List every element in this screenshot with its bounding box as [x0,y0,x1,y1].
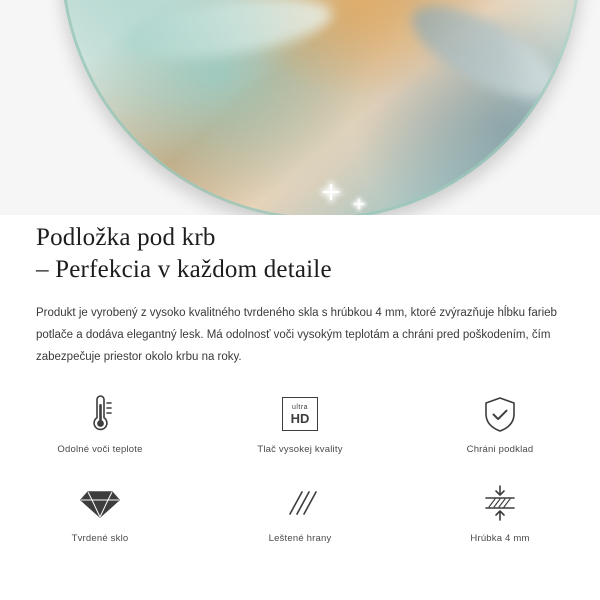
thermometer-icon [80,392,120,436]
feature-label: Leštené hrany [268,533,332,544]
headline-line-1: Podložka pod krb [36,224,216,251]
shield-check-icon [481,392,519,436]
polished-edges-icon [278,481,322,525]
feature-label: Tvrdené sklo [71,533,129,544]
product-description: Produkt je vyrobený z vysoko kvalitného tvrdeného skla s hrúbkou 4 mm, ktoré zvýrazňuje hĺbku farieb potlače a dodáva elegantný lesk. Má odolnosť voči vysokým teplotám a chráni pred poškodením, čím zabezpečuje priestor okolo krbu na roky. [36,307,557,363]
feature-item-surface-protection [400,392,600,455]
thickness-arrows-icon [478,481,522,525]
page-title [0,222,600,286]
ultra-hd-badge-top: ultra [291,403,309,411]
ultra-hd-icon [282,392,318,436]
headline-line-2: – Perfekcia v každom detaile [36,256,332,283]
feature-item-polished-edges [200,481,400,544]
diamond-icon [79,481,121,525]
feature-label: Tlač vysokej kvality [257,444,343,455]
feature-label: Odolné voči teplote [57,444,143,455]
feature-grid [0,392,600,544]
sparkle-icon [358,199,359,209]
marble-vein [121,0,336,68]
ultra-hd-badge-bottom: HD [290,410,310,426]
sparkle-icon [330,184,332,200]
feature-item-temperature [0,392,200,455]
hero-image [0,0,600,215]
feature-label: Chráni podklad [466,444,534,455]
feature-item-print-quality [200,392,400,455]
content-block [0,222,600,368]
feature-label: Hrúbka 4 mm [470,533,530,544]
feature-item-tempered-glass [0,481,200,544]
feature-item-thickness [400,481,600,544]
